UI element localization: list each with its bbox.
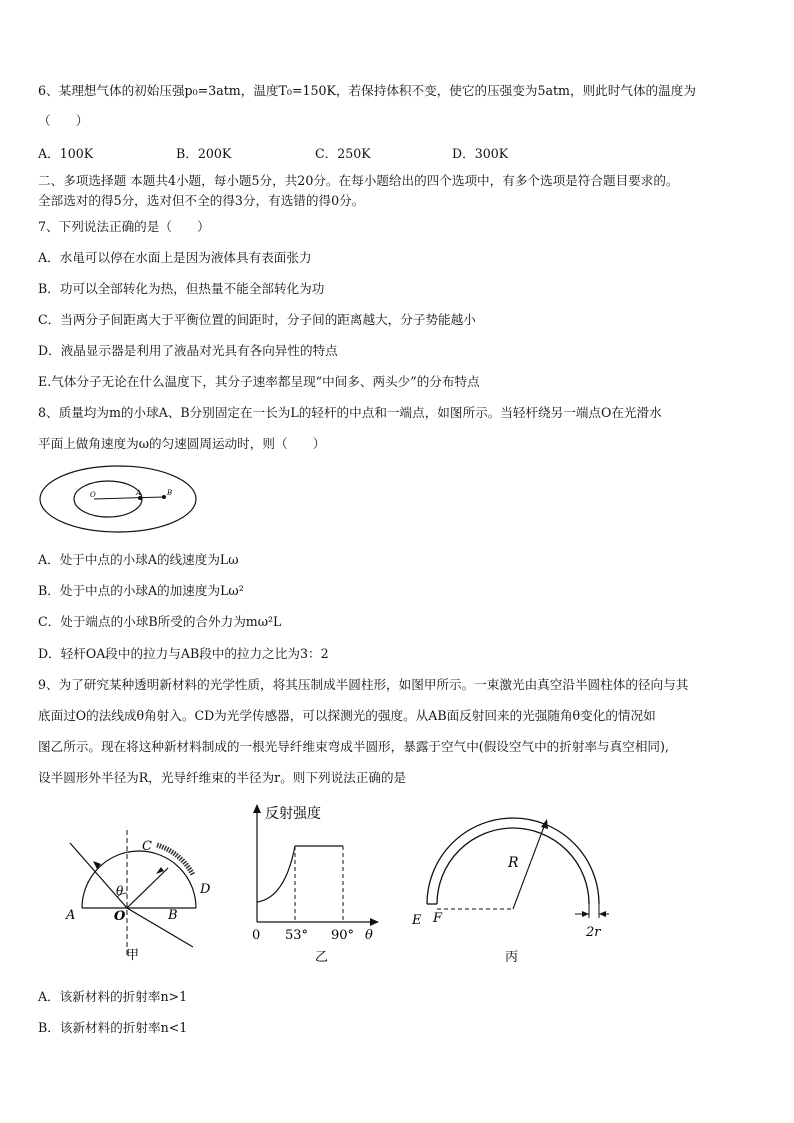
q8-stem-line1: 8、质量均为m的小球A、B分别固定在一长为L的轻杆的中点和一端点，如图所示。当轻杆绕另一端点O在光滑水: [38, 405, 662, 420]
radius-arrow: [541, 819, 548, 829]
label-a: A: [66, 908, 76, 923]
tick-53: 53°: [285, 928, 309, 943]
q9-option-b: B．该新材料的折射率n<1: [38, 1020, 188, 1035]
q6-paren: （ ）: [38, 113, 89, 128]
caption-yi: 乙: [315, 950, 329, 965]
width-arrow-right: [599, 911, 606, 917]
q6-option-b: B．200K: [176, 146, 232, 161]
y-axis-arrow: [253, 804, 261, 813]
outer-orbit: [40, 466, 196, 532]
label-d: D: [200, 882, 211, 897]
section2-line1: 二、多项选择题 本题共4小题，每小题5分，共20分。在每小题给出的四个选项中，有多个选项是符合题目要求的。: [38, 173, 679, 188]
q8-option-d: D．轻杆OA段中的拉力与AB段中的拉力之比为3：2: [38, 646, 329, 661]
q7-option-a: A．水黾可以停在水面上是因为液体具有表面张力: [38, 250, 312, 265]
transmitted-ray: [127, 908, 193, 947]
q7-option-c: C．当两分子间距离大于平衡位置的间距时，分子间的距离越大，分子势能越小: [38, 312, 476, 327]
q9-stem-line3: 图乙所示。现在将这种新材料制成的一根光导纤维束弯成半圆形，暴露于空气中(假设空气中的折射率与真空相同),: [38, 739, 669, 754]
caption-bing: 丙: [505, 950, 519, 965]
incident-arrow: [93, 861, 101, 869]
q9-figure-jia: [60, 805, 225, 965]
q6-option-c: C．250K: [315, 146, 371, 161]
q7-option-e: E.气体分子无论在什么温度下，其分子速率都呈现“中间多、两头少”的分布特点: [38, 374, 480, 389]
caption-jia: 甲: [126, 948, 140, 963]
q8-option-a: A．处于中点的小球A的线速度为Lω: [38, 552, 239, 567]
intensity-curve: [257, 846, 295, 902]
q9-stem-line4: 设半圆形外半径为R，光导纤维束的半径为r。则下列说法正确的是: [38, 770, 407, 785]
reflected-ray: [127, 868, 168, 908]
ball-b: [162, 495, 166, 499]
q8-figure: [36, 462, 206, 536]
label-b: B: [167, 489, 173, 497]
semicircle: [82, 851, 196, 908]
q6-stem: 6、某理想气体的初始压强p₀=3atm，温度T₀=150K，若保持体积不变，使它的压强变为5atm，则此时气体的温度为: [38, 83, 696, 98]
q9-option-a: A．该新材料的折射率n>1: [38, 989, 188, 1004]
x-axis-arrow: [370, 918, 379, 926]
origin-label: 0: [252, 928, 261, 943]
q7-option-d: D．液晶显示器是利用了液晶对光具有各向异性的特点: [38, 343, 338, 358]
q8-stem-line2: 平面上做角速度为ω的匀速圆周运动时，则（ ）: [38, 436, 326, 451]
tick-90: 90°: [331, 928, 355, 943]
label-o: O: [114, 909, 126, 924]
label-f: F: [433, 911, 443, 926]
label-theta: θ: [116, 884, 124, 898]
label-c: C: [142, 839, 152, 854]
q9-stem-line2: 底面过O的法线成θ角射入。CD为光学传感器，可以探测光的强度。从AB面反射回来的光强随角θ变化的情况如: [38, 708, 656, 723]
incident-ray: [70, 843, 127, 908]
q8-option-b: B．处于中点的小球A的加速度为Lω²: [38, 583, 244, 598]
label-2r: 2r: [586, 925, 601, 940]
width-arrow-left: [582, 911, 589, 917]
label-a: A: [136, 489, 142, 497]
label-r-big: R: [508, 855, 519, 871]
q9-figure-bing: [405, 812, 615, 968]
q8-option-c: C．处于端点的小球B所受的合外力为mω²L: [38, 614, 282, 629]
label-b: B: [168, 908, 178, 923]
label-o: O: [90, 491, 96, 499]
q7-stem: 7、下列说法正确的是（ ）: [38, 219, 210, 234]
q9-stem-line1: 9、为了研究某种透明新材料的光学性质，将其压制成半圆柱形，如图甲所示。一束激光由真空沿半圆柱体的径向与其: [38, 677, 689, 692]
light-rod: [94, 497, 164, 499]
section2-line2: 全部选对的得5分，选对但不全的得3分，有选错的得0分。: [38, 193, 365, 208]
ylabel: 反射强度: [265, 806, 321, 822]
label-e: E: [412, 913, 422, 928]
q6-option-d: D．300K: [452, 146, 509, 161]
xlabel: θ: [365, 928, 373, 943]
q9-figure-yi: [245, 798, 385, 968]
q6-option-a: A．100K: [38, 146, 94, 161]
q7-option-b: B．功可以全部转化为热，但热量不能全部转化为功: [38, 281, 325, 296]
